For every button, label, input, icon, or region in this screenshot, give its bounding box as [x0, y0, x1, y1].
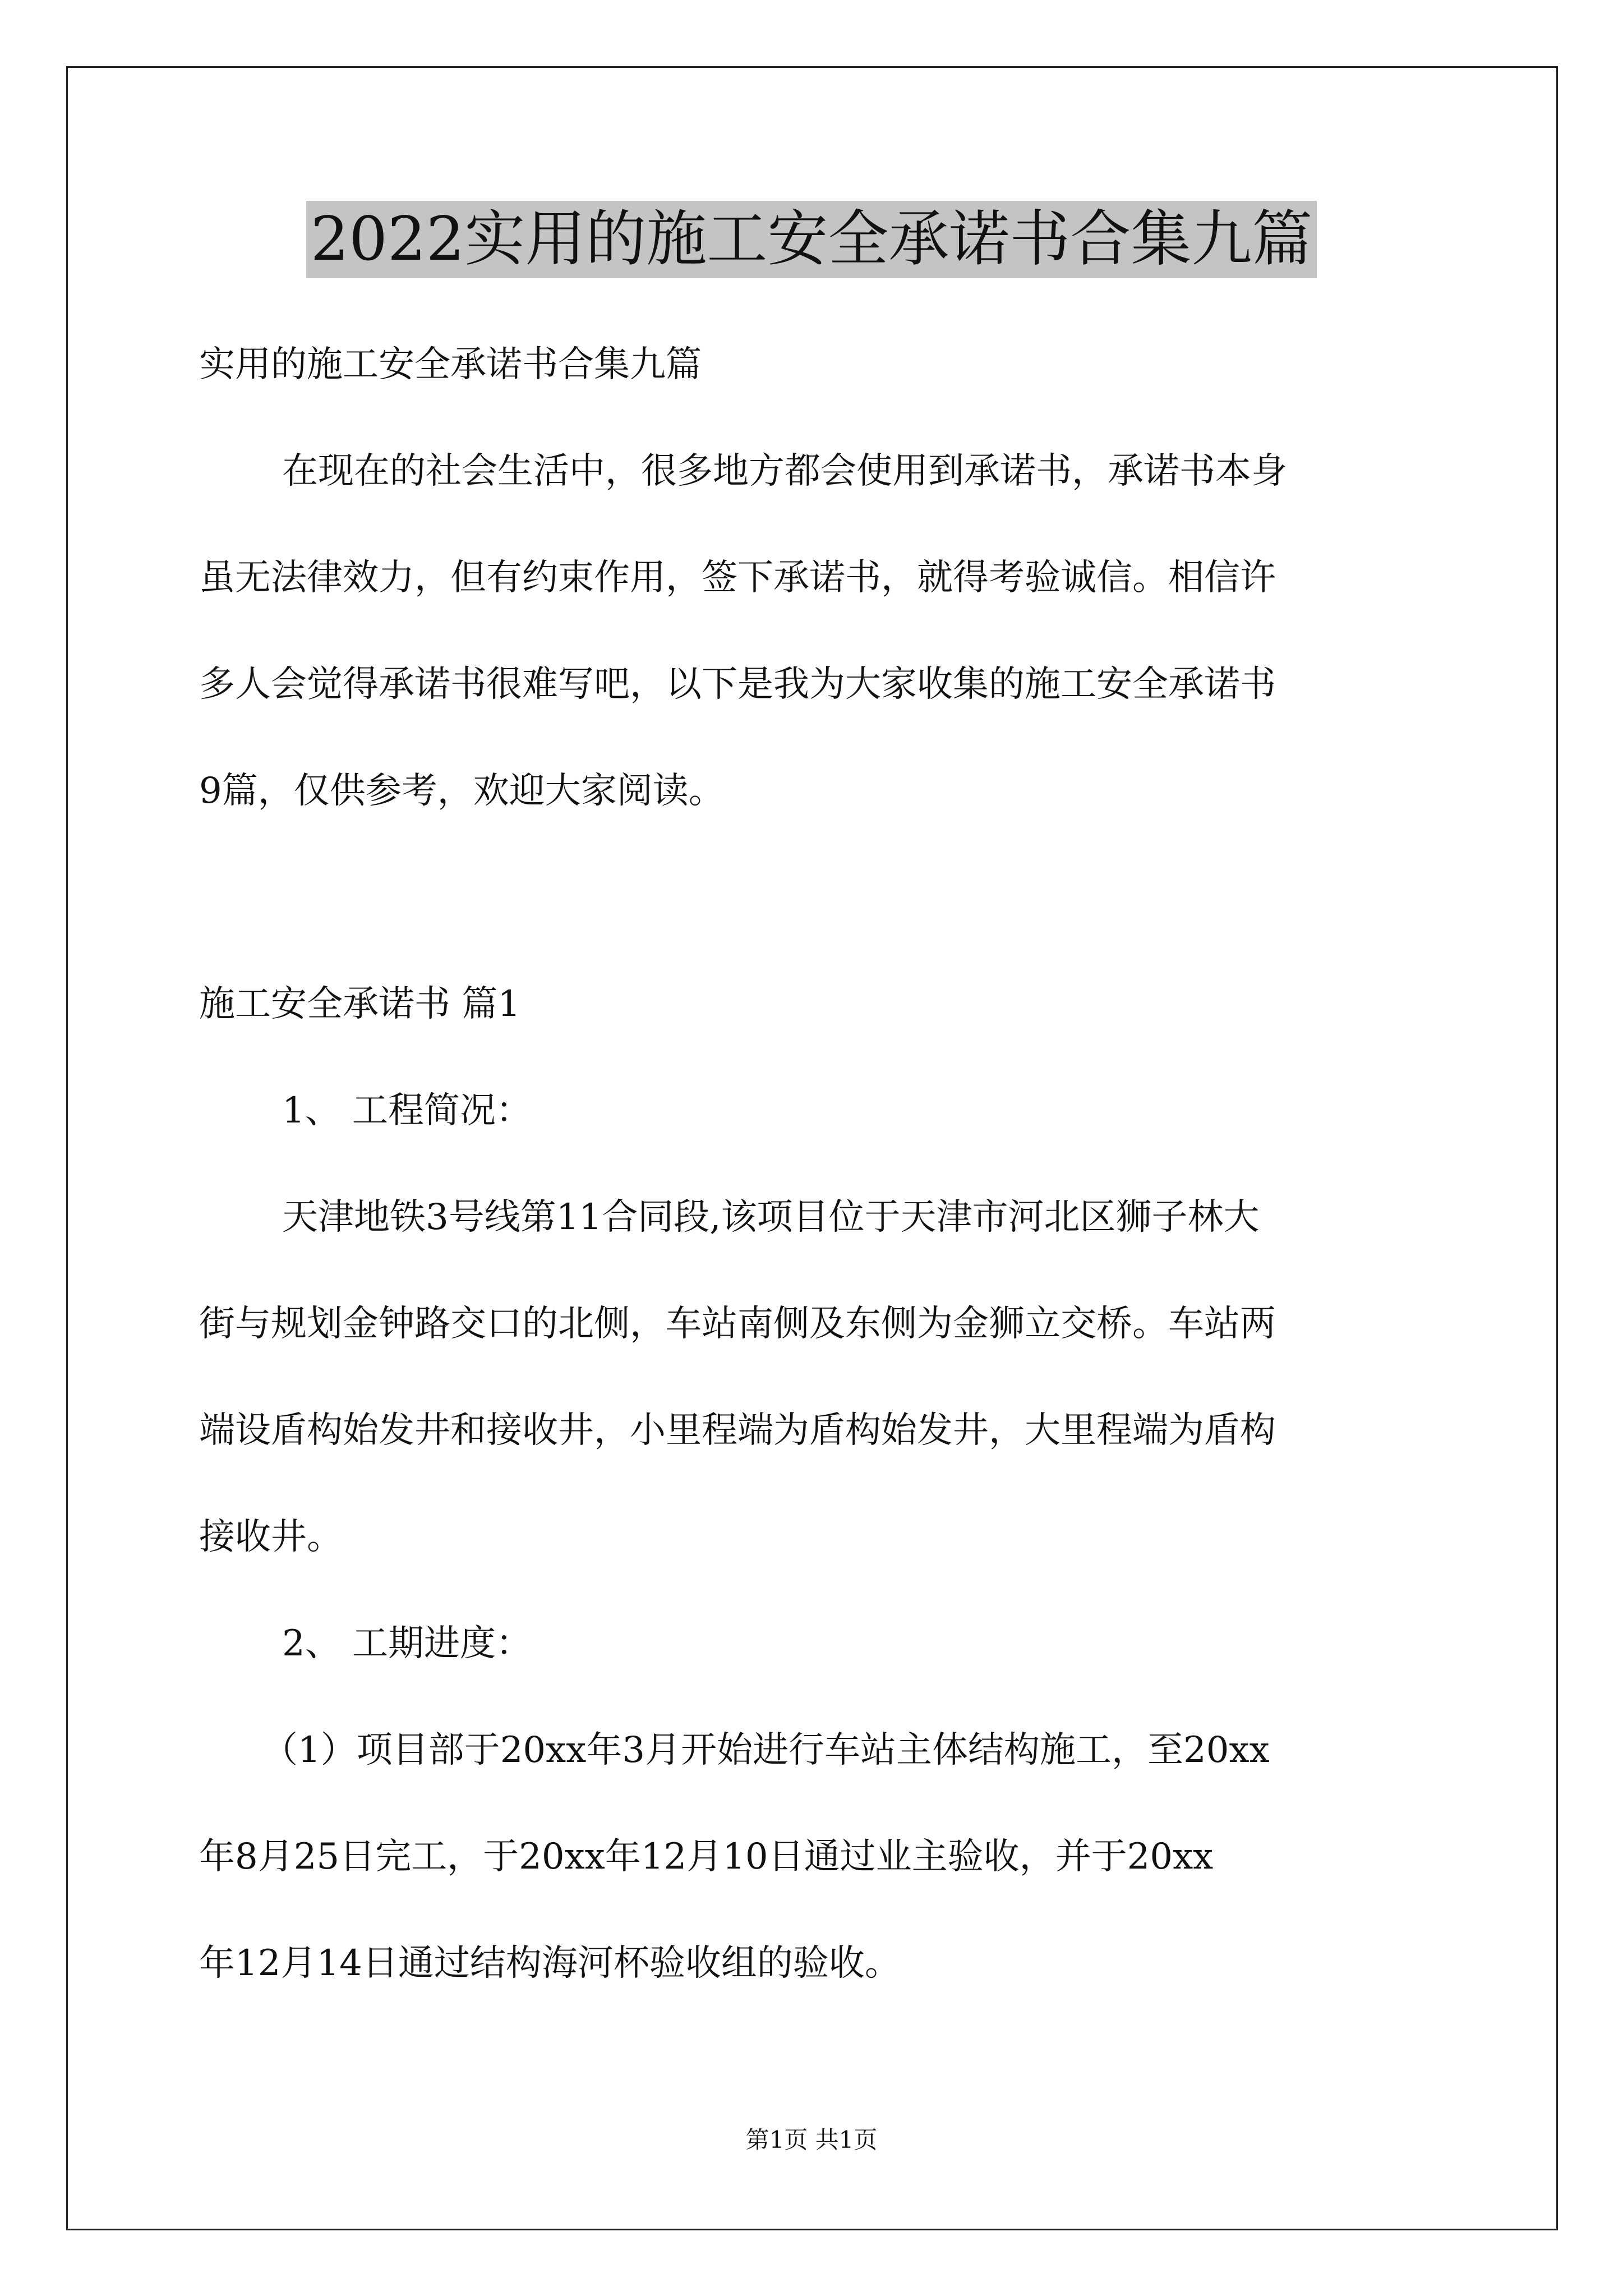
page-footer: 第1页 共1页	[745, 2126, 878, 2154]
intro-line-2: 虽无法律效力，但有约束作用，签下承诺书，就得考验诚信。相信许	[199, 557, 1276, 599]
intro-line-1: 在现在的社会生活中，很多地方都会使用到承诺书，承诺书本身	[282, 450, 1287, 492]
item-2-heading: 2、 工期进度：	[282, 1623, 532, 1664]
item-2-line-2: 年8月25日完工，于20xx年12月10日通过业主验收，并于20xx	[199, 1836, 1214, 1878]
spacer	[199, 844, 1430, 951]
intro-line-3: 多人会觉得承诺书很难写吧，以下是我为大家收集的施工安全承诺书	[199, 664, 1276, 705]
item-2-line-3: 年12月14日通过结构海河杯验收组的验收。	[199, 1943, 901, 1984]
item-1-line-1: 天津地铁3号线第11合同段,该项目位于天津市河北区狮子林大	[282, 1197, 1260, 1238]
document-body	[199, 311, 1430, 2017]
item-2-line-1: （1）项目部于20xx年3月开始进行车站主体结构施工，至20xx	[262, 1729, 1270, 1771]
section-heading: 施工安全承诺书 篇1	[199, 983, 521, 1025]
item-1-line-4: 接收井。	[199, 1516, 343, 1558]
item-1-line-3: 端设盾构始发井和接收井，小里程端为盾构始发井，大里程端为盾构	[199, 1410, 1276, 1451]
title-container	[0, 201, 1623, 278]
document-title: 2022实用的施工安全承诺书合集九篇	[306, 201, 1317, 278]
intro-line-4: 9篇，仅供参考，欢迎大家阅读。	[199, 770, 725, 812]
subtitle: 实用的施工安全承诺书合集九篇	[199, 344, 702, 385]
item-1-heading: 1、 工程简况：	[282, 1090, 532, 1131]
item-1-line-2: 街与规划金钟路交口的北侧，车站南侧及东侧为金狮立交桥。车站两	[199, 1303, 1276, 1345]
